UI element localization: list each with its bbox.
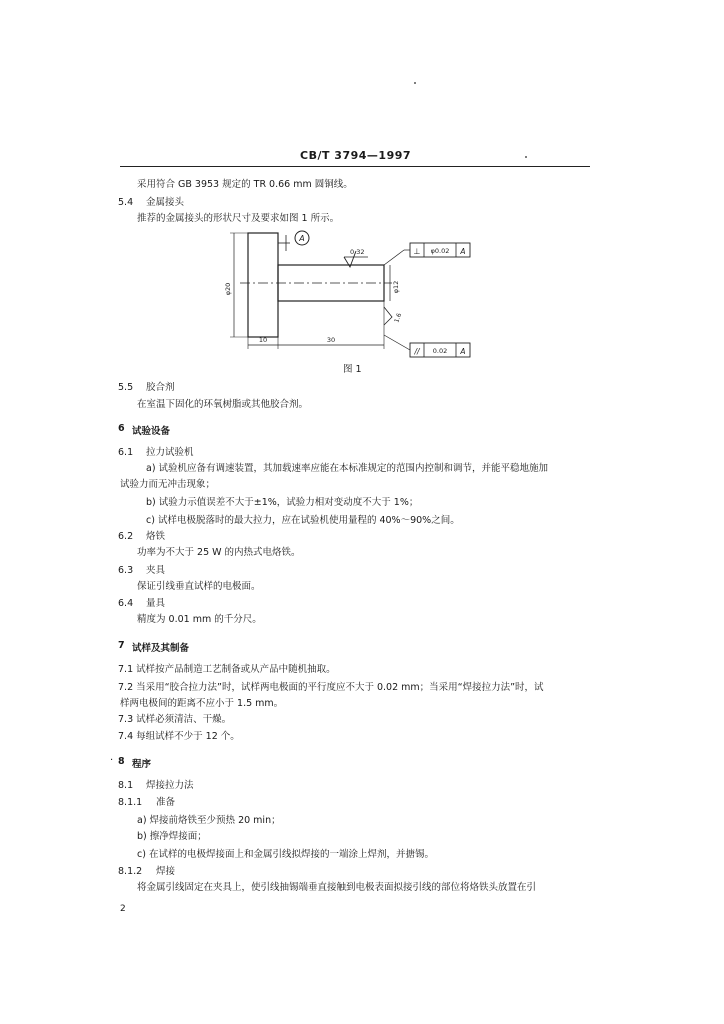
section-8-1-1-title: 准备 [156, 797, 176, 808]
perpendicularity-datum: A [460, 247, 466, 256]
section-6-1-item-a: a) 试验机应备有调速装置，其加载速率应能在本标准规定的范围内控制和调节，并能平稳地施加 [146, 463, 549, 474]
copper-wire-text: 采用符合 GB 3953 规定的 TR 0.66 mm 圆铜线。 [137, 179, 353, 190]
section-8-1-2-number: 8.1.2 [118, 866, 143, 877]
section-6-1-number: 6.1 [118, 447, 134, 458]
section-7-4: 7.4 每组试样不少于 12 个。 [118, 731, 240, 742]
parallelism-value: 0.02 [432, 347, 448, 355]
section-8-number: 8 [118, 756, 125, 767]
perpendicularity-symbol: ⊥ [413, 247, 421, 256]
section-5-5-number: 5.5 [118, 382, 134, 393]
dim-phi12-label: φ12 [392, 280, 400, 294]
section-8-1-1-item-a: a) 焊接前烙铁至少预热 20 min； [137, 815, 281, 826]
roughness-1-6-label: 1.6 [393, 312, 404, 324]
section-8-1-title: 焊接拉力法 [146, 780, 194, 791]
parallelism-datum: A [460, 347, 466, 356]
section-5-4-number: 5.4 [118, 197, 134, 208]
section-8-1-1-number: 8.1.1 [118, 797, 143, 808]
section-5-4-title: 金属接头 [146, 197, 185, 208]
section-8-title: 程序 [132, 759, 152, 770]
section-7-1: 7.1 试样按产品制造工艺制备或从产品中随机抽取。 [118, 664, 336, 675]
section-5-5-text: 在室温下固化的环氧树脂或其他胶合剂。 [137, 399, 309, 410]
section-7-2: 7.2 当采用“胶合拉力法”时，试样两电极面的平行度应不大于 0.02 mm；当采用“焊接拉力法”时，试 [118, 682, 544, 693]
section-6-1-title: 拉力试验机 [146, 447, 194, 458]
dim-phi20-label: φ20 [224, 282, 232, 296]
section-6-3-number: 6.3 [118, 565, 134, 576]
section-8-1-2-text: 将金属引线固定在夹具上，使引线抽锡端垂直接触到电极表面拟接引线的部位将烙铁头放置在引 [137, 882, 537, 893]
section-6-4-text: 精度为 0.01 mm 的千分尺。 [137, 614, 262, 625]
section-5-5-title: 胶合剂 [146, 382, 175, 393]
standard-number: CB/T 3794—1997 [300, 149, 412, 162]
section-6-4-number: 6.4 [118, 598, 134, 609]
section-8-1-2-title: 焊接 [156, 866, 176, 877]
page-number: 2 [120, 904, 126, 914]
figure-caption: 图 1 [343, 364, 362, 375]
roughness-label: 0.32 [350, 248, 365, 256]
flange-outline [248, 233, 278, 337]
section-6-2-number: 6.2 [118, 531, 134, 542]
dim-10-label: 10 [258, 336, 268, 344]
scan-speck [414, 82, 416, 84]
perpendicularity-value: φ0.02 [430, 247, 450, 255]
section-6-title: 试验设备 [132, 426, 171, 437]
section-7-2-cont: 样两电极间的距离不应小于 1.5 mm。 [120, 698, 284, 709]
section-6-2-text: 功率为不大于 25 W 的内热式电烙铁。 [137, 547, 301, 558]
section-6-1-item-b: b) 试验力示值误差不大于±1%，试验力相对变动度不大于 1%； [146, 497, 419, 508]
roughness-1-6-symbol [384, 307, 392, 325]
section-6-3-text: 保证引线垂直试样的电极面。 [137, 581, 261, 592]
section-5-4-text: 推荐的金属接头的形状尺寸及要求如图 1 所示。 [137, 213, 340, 224]
datum-a-label: A [299, 234, 305, 243]
section-8-1-1-item-b: b) 擦净焊接面； [137, 831, 207, 842]
section-6-4-title: 量具 [146, 598, 166, 609]
section-6-1-item-a-cont: 试验力而无冲击现象； [120, 479, 216, 490]
section-6-number: 6 [118, 423, 125, 434]
margin-bullet: · [110, 755, 114, 766]
scan-speck [525, 156, 527, 158]
section-8-1-1-item-c: c) 在试样的电极焊接面上和金属引线拟焊接的一端涂上焊剂，并搪锡。 [137, 849, 434, 860]
section-7-3: 7.3 试样必须清洁、干燥。 [118, 714, 232, 725]
section-7-title: 试样及其制备 [132, 643, 190, 654]
header-rule [120, 166, 590, 167]
section-6-1-item-c: c) 试样电极脱落时的最大拉力，应在试验机使用量程的 40%～90%之间。 [146, 515, 460, 526]
parallelism-symbol: // [414, 347, 420, 356]
figure-1-drawing [220, 225, 480, 365]
section-7-number: 7 [118, 640, 125, 651]
dim-30-label: 30 [326, 336, 336, 344]
section-6-3-title: 夹具 [146, 565, 166, 576]
section-8-1-number: 8.1 [118, 780, 134, 791]
section-6-2-title: 烙铁 [146, 531, 166, 542]
